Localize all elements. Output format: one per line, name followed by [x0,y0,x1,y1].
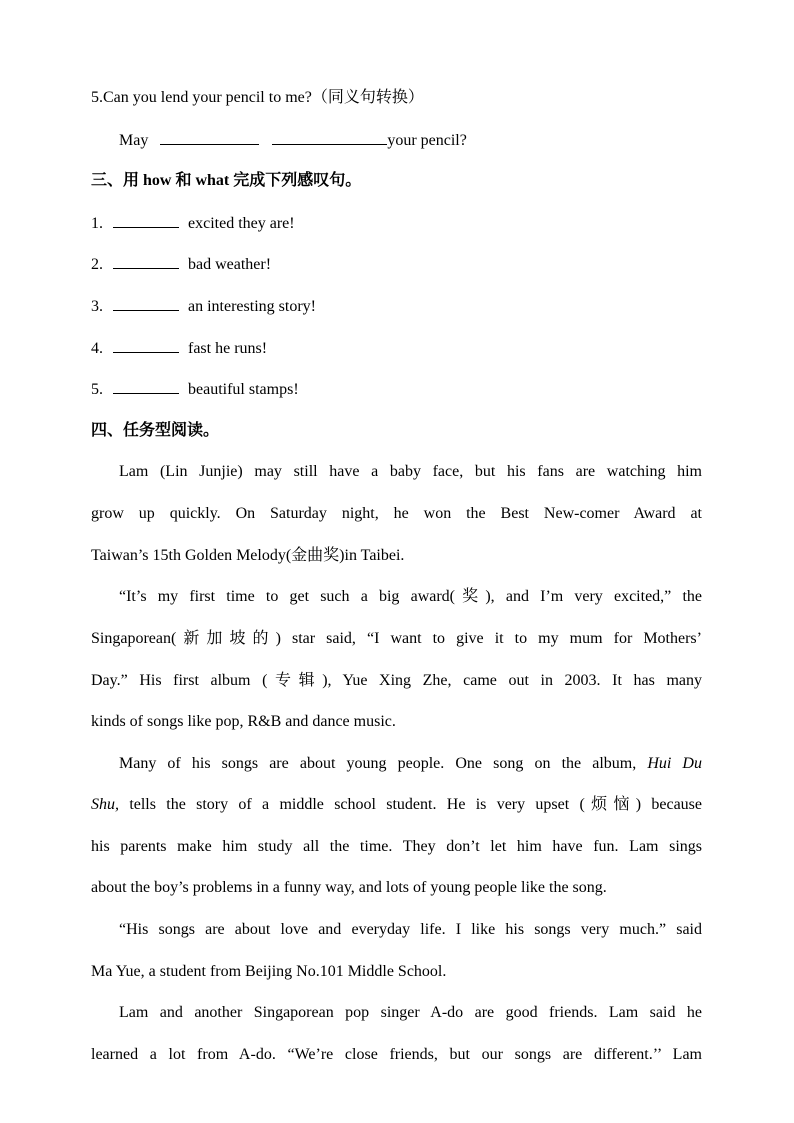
passage-line: learned a lot from A-do. “We’re close friends, but our songs are different.’’ Lam [91,1046,702,1063]
passage-line: Lam (Lin Junjie) may still have a baby face, but his fans are watching him [119,463,702,480]
question-5-answer-line [119,130,467,151]
item-blank[interactable] [113,338,179,353]
item-text: bad weather! [188,256,272,273]
item-number: 4. [91,340,103,357]
passage-line: Day.” His first album (专辑), Yue Xing Zhe, came out in 2003. It has many [91,672,702,689]
passage-line: his parents make him study all the time. They don’t let him have fun. Lam sings [91,838,702,855]
section-3-heading: 三、用 how 和 what 完成下列感叹句。 [91,172,362,189]
passage-line: about the boy’s problems in a funny way, and lots of young people like the song. [91,879,607,896]
section-4-heading: 四、任务型阅读。 [91,422,220,439]
blank-2[interactable] [272,130,387,145]
passage-line: “It’s my first time to get such a big award(奖), and I’m very excited,” the [119,588,702,605]
question-5: 5.Can you lend your pencil to me?（同义句转换） [91,89,424,106]
item-text: beautiful stamps! [188,381,299,398]
passage-line [119,754,702,774]
item-blank[interactable] [113,213,179,228]
item-blank[interactable] [113,296,179,311]
item-number: 1. [91,215,103,232]
passage-text: tells the story of a middle school student. He is very upset (烦恼) because [129,796,702,813]
song-title: Hui Du [647,755,702,772]
item-number: 3. [91,298,103,315]
item-number: 5. [91,381,103,398]
passage-line: Ma Yue, a student from Beijing No.101 Middle School. [91,963,447,980]
passage-line: grow up quickly. On Saturday night, he won the Best New-comer Award at [91,505,702,522]
item-text: an interesting story! [188,298,316,315]
blank-1[interactable] [160,130,259,145]
item-text: fast he runs! [188,340,268,357]
item-number: 2. [91,256,103,273]
passage-text: Many of his songs are about young people. One song on the album, [119,755,637,772]
exclamation-item [91,338,267,359]
exclamation-item [91,213,295,234]
passage-line: “His songs are about love and everyday life. I like his songs very much.” said [119,921,702,938]
answer-end: your pencil? [387,132,467,149]
item-text: excited they are! [188,215,295,232]
passage-line: kinds of songs like pop, R&B and dance music. [91,713,396,730]
exclamation-item [91,254,271,275]
passage-line: Lam and another Singaporean pop singer A-do are good friends. Lam said he [119,1004,702,1021]
item-blank[interactable] [113,254,179,269]
passage-line: Taiwan’s 15th Golden Melody(金曲奖)in Taibei. [91,547,405,564]
passage-line: Singaporean(新加坡的) star said, “I want to give it to my mum for Mothers’ [91,630,702,647]
answer-start: May [119,132,149,149]
song-title: Shu, [91,796,119,813]
item-blank[interactable] [113,379,179,394]
exclamation-item [91,296,316,317]
exclamation-item [91,379,299,400]
passage-line [91,795,702,815]
